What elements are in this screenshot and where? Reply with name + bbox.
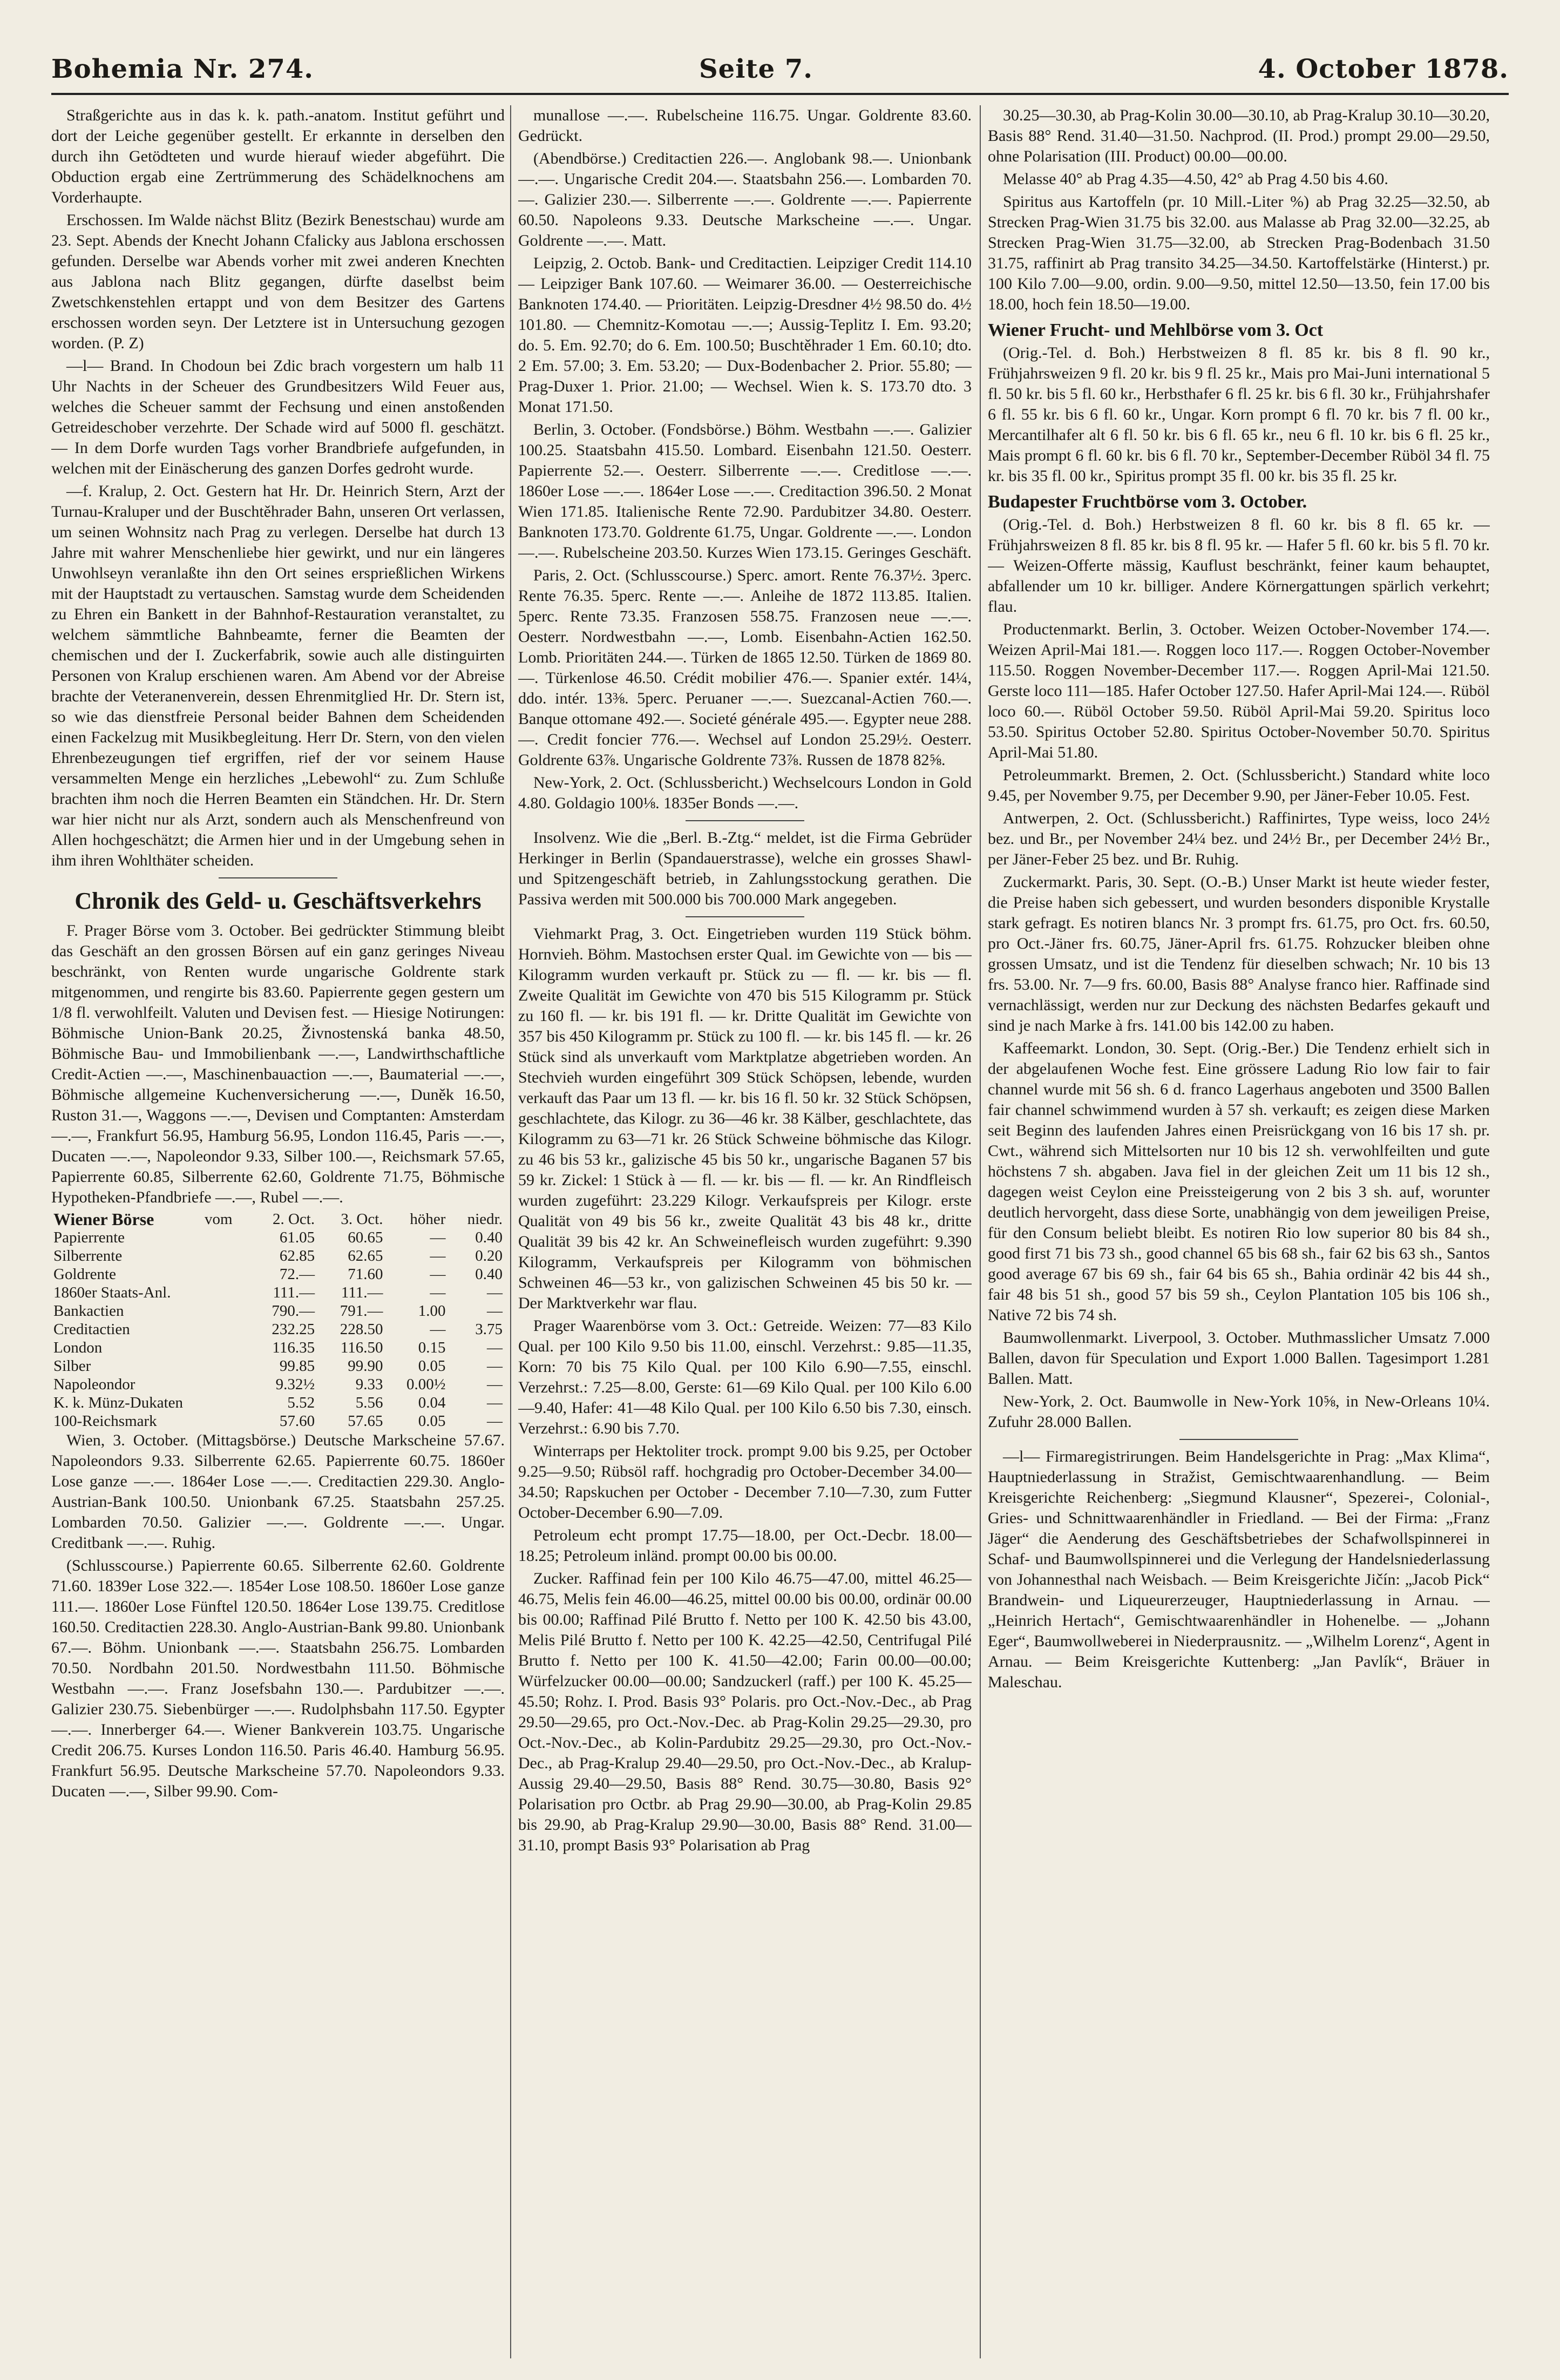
quote-cell: 0.40 xyxy=(475,1266,503,1283)
quote-cell: 0.40 xyxy=(475,1229,503,1246)
table-row xyxy=(51,1302,505,1320)
quote-cell: 57.60 xyxy=(279,1412,315,1430)
article-paragraph: (Orig.-Tel. d. Boh.) Herbstweizen 8 fl. 60 kr. bis 8 fl. 65 kr. — Frühjahrsweizen 8 fl. 85 kr. bis 8 fl. 95 kr. — Hafer 5 fl. 60 kr. bis 5 fl. 70 kr. — Weizen-Offerte mässig, Kauflust beschränkt, feiner kaum behauptet, abfallender um 10 kr. billiger. Andere Körnergattungen spärlich verkehrt; flau. xyxy=(988,516,1490,616)
quote-cell: 5.56 xyxy=(355,1394,383,1411)
quote-cell: — xyxy=(430,1247,446,1265)
security-name: Bankactien xyxy=(53,1302,124,1320)
quote-cell: 62.65 xyxy=(348,1247,383,1265)
security-name: Goldrente xyxy=(53,1266,116,1283)
quote-cell: — xyxy=(430,1266,446,1283)
article-paragraph: —f. Kralup, 2. Oct. Gestern hat Hr. Dr. Heinrich Stern, Arzt der Turnau-Kraluper und der Buschtěhrader Bahn, unseren Ort verlassen, um seinen Wohnsitz nach Prag zu verlegen. Derselbe hat durch 13 Jahre mit wahrer Menschenliebe hier gewirkt, und nur ein längeres Unwohlseyn veranlaßte ihn den Ort seines ersprießlichen Wirkens mit der Hauptstadt zu vertauschen. Samstag wurde dem Scheidenden zu Ehren ein Bankett in der Bahnhof-Restauration veranstaltet, zu welchem sämmtliche Bahnbeamte, ferner die Beamten der chemischen und der I. Zuckerfabrik, sowie auch alle distinguirten Personen von Kralup erschienen waren. Am Abend vor der Abreise brachte der Veteranenverein, dessen Ehrenmitglied Hr. Dr. Stern ist, so wie das dienstfreie Personal beider Bahnen dem Scheidenden einen Fackelzug mit Musikbegleitung. Herr Dr. Stern, von den vielen Ehrenbezeugungen tief ergriffen, rief der vor seinem Hause versammelten Menge ein herzliches „Lebewohl“ zu. Zum Schluße brachten ihm noch die Herren Beamten ein Ständchen. Hr. Dr. Stern war hier nicht nur als Arzt, sondern auch als Menschenfreund von Allen hochgeschätzt; die Armen hier und in der Umgebung sehen in ihm ihren Wohlthäter scheiden. xyxy=(51,482,505,869)
quote-cell: — xyxy=(487,1394,503,1411)
quote-cell: — xyxy=(487,1339,503,1356)
quote-cell: 3.75 xyxy=(475,1321,503,1338)
article-paragraph: Prager Waarenbörse vom 3. Oct.: Getreide. Weizen: 77—83 Kilo Qual. per 100 Kilo 9.50 bis 11.00, einschl. Verzehrst.: 9.85—11.35, Korn: 70 bis 75 Kilo Qual. per 100 Kilo 6.90—7.55, einschl. Verzehrst.: 7.25—8.00, Gerste: 61—69 Kilo Qual. per 100 Kilo 6.00—9.40, Hafer: 41—48 Kilo Qual. per 100 Kilo 6.50 bis 7.30, einsch. Verzehrst.: 6.90 bis 7.70. xyxy=(518,1317,972,1437)
table-row xyxy=(51,1357,505,1375)
column-2 xyxy=(518,105,972,2358)
article-paragraph: New-York, 2. Oct. Baumwolle in New-York 10⅝, in New-Orleans 10¼. Zufuhr 28.000 Ballen. xyxy=(988,1392,1490,1431)
section-separator xyxy=(686,820,804,821)
quote-cell: 72.— xyxy=(279,1266,315,1283)
article-paragraph: Zuckermarkt. Paris, 30. Sept. (O.-B.) Unser Markt ist heute wieder fester, die Preise haben sich gebessert, und wurden besonders disponible Krystalle stark gefragt. Es notiren blancs Nr. 3 prompt frs. 61.75, pro Oct. frs. 60.50, pro Oct.-Jäner frs. 60.75, Jäner-April frs. 61.75. Rohzucker bleiben ohne grossen Umsatz, und ist die Tendenz für dieselben schwach; Nr. 10 bis 13 frs. 53.00. Nr. 7—9 frs. 60.00, Basis 88° Analyse franco hier. Raffinade sind vernachlässigt, werden nur zur Deckung des nächsten Bedarfes gekauft und sind je nach Marke à frs. 141.00 bis 142.00 zu haben. xyxy=(988,873,1490,1035)
quote-cell: 99.90 xyxy=(348,1357,383,1375)
quote-cell: 791.— xyxy=(340,1302,383,1320)
security-name: 100-Reichsmark xyxy=(53,1412,157,1430)
page-header xyxy=(51,54,1509,92)
quote-cell: — xyxy=(487,1376,503,1393)
article-paragraph: Leipzig, 2. Octob. Bank- und Creditactien. Leipziger Credit 114.10 — Leipziger Bank 107.60. — Weimarer 36.00. — Oesterreichische Banknoten 174.40. — Prioritäten. Leipzig-Dresdner 4½ 98.50 do. 4½ 101.80. — Chemnitz-Komotau —.—; Aussig-Teplitz I. Em. 93.20; do. 5. Em. 92.70; do 6. Em. 100.50; Buschtěhrader 1 Em. 60.10; dto. 2 Em. 57.00; 3. Em. 53.20; — Dux-Bodenbacher 2. Prior. 55.80; — Prag-Duxer 1. Prior. 21.00; — Wechsel. Wien k. S. 173.70 dto. 3 Monat 171.50. xyxy=(518,254,972,416)
table-title: Wiener Börse xyxy=(53,1209,154,1229)
table-row xyxy=(51,1247,505,1265)
column-header: 2. Oct. xyxy=(272,1211,315,1228)
article-paragraph: Straßgerichte aus in das k. k. path.-anatom. Institut geführt und dort der Leiche gegenüber gestellt. Er erkannte in derselben den durch ihn Getödteten und wurde hierauf wieder abgeführt. Die Obduction ergab eine Zertrümmerung des Schädelknochens am Vorderhaupte. xyxy=(51,106,505,206)
article-paragraph: (Schlusscourse.) Papierrente 60.65. Silberrente 62.60. Goldrente 71.60. 1839er Lose 322.—. 1854er Lose 108.50. 1860er Lose ganze 111.—. 1860er Lose Fünftel 120.50. 1864er Lose 139.75. Creditlose 160.50. Creditactien 228.30. Anglo-Austrian-Bank 99.80. Unionbank 67.—. Böhm. Unionbank —.—. Staatsbahn 256.75. Lombarden 70.50. Nordbahn 201.50. Nordwestbahn 111.50. Böhmische Westbahn —.—. Franz Josefsbahn 130.—. Pardubitzer —.—. Galizier 230.75. Siebenbürger —.—. Rudolphsbahn 117.50. Egypter —.—. Innerberger 64.—. Wiener Bankverein 103.75. Ungarische Credit 206.75. Kurses London 116.50. Paris 46.40. Hamburg 56.95. Frankfurt 56.95. Deutsche Markscheine 57.70. Napoleondors 9.33. Ducaten —.—, Silber 99.90. Com- xyxy=(51,1557,505,1800)
article-paragraph: Berlin, 3. October. (Fondsbörse.) Böhm. Westbahn —.—. Galizier 100.25. Staatsbahn 415.50. Lombard. Eisenbahn 121.50. Oesterr. Papierrente 52.—. Oesterr. Silberrente —.—. Creditlose —.—. 1860er Lose —.—. 1864er Lose —.—. Creditaction 396.50. 2 Monat Wien 171.85. Italienische Rente 72.90. Pardubitzer 34.80. Oesterr. Banknoten 173.70. Goldrente 61.75, Ungar. Goldrente —.—. London —.—. Rubelscheine 203.50. Kurzes Wien 173.15. Geringes Geschäft. xyxy=(518,421,972,562)
quote-cell: 57.65 xyxy=(348,1412,383,1430)
quote-cell: 232.25 xyxy=(272,1321,315,1338)
quote-cell: 99.85 xyxy=(279,1357,315,1375)
article-paragraph: Petroleummarkt. Bremen, 2. Oct. (Schlussbericht.) Standard white loco 9.45, per November 9.75, per December 9.90, per Jäner-Feber 10.05. Fest. xyxy=(988,766,1490,804)
quote-cell: 228.50 xyxy=(340,1321,383,1338)
column-header: höher xyxy=(410,1211,446,1228)
quote-cell: 9.32½ xyxy=(275,1376,315,1393)
table-body xyxy=(51,1228,505,1430)
quote-cell: 1.00 xyxy=(418,1302,446,1320)
article-paragraph: F. Prager Börse vom 3. October. Bei gedrückter Stimmung bleibt das Geschäft an den grossen Börsen auf ein ganz geringes Niveau beschränkt, von Renten wurde ungarische Goldrente stark mitgenommen, und rengirte bis 83.60. Papierrente gegen gestern um 1/8 fl. verwohlfeilt. Valuten und Devisen fest. — Hiesige Notirungen: Böhmische Union-Bank 20.25, Živnostenská banka 48.50, Böhmische Bau- und Immobilienbank —.—, Landwirthschaftliche Credit-Actien —.—, Maschinenbauaction —.—, Baumaterial —.—, Böhmische allgemeine Kuchenversicherung —.—, Duněk 16.50, Ruston 31.—, Waggons —.—, Devisen und Comptanten: Amsterdam —.—, Frankfurt 56.95, Hamburg 56.95, London 116.45, Paris —.—, Ducaten —.—, Napoleondor 9.33, Silber 100.—, Reichsmark 57.65, Papierrente 60.85, Silberrente 62.60, Goldrente 71.75, Böhmische Hypotheken-Pfandbriefe —.—, Rubel —.—. xyxy=(51,922,505,1206)
quote-cell: 116.35 xyxy=(272,1339,315,1356)
security-name: Napoleondor xyxy=(53,1376,135,1393)
quote-cell: — xyxy=(487,1284,503,1301)
article-paragraph: Productenmarkt. Berlin, 3. October. Weizen October-November 174.—. Weizen April-Mai 181.—. Roggen loco 117.—. Roggen October-November 115.50. Roggen November-December 117.—. Roggen April-Mai 121.50. Gerste loco 111—185. Hafer October 127.50. Hafer April-Mai 124.—. Rüböl loco 60.—. Rüböl October 59.50. Rüböl April-Mai 59.20. Spiritus loco 53.50. Spiritus October 52.80. Spiritus October-November 50.70. Spiritus April-Mai 51.80. xyxy=(988,620,1490,761)
table-header-row xyxy=(51,1210,505,1228)
article-paragraph: Petroleum echt prompt 17.75—18.00, per Oct.-Decbr. 18.00—18.25; Petroleum inländ. prompt 00.00 bis 00.00. xyxy=(518,1526,972,1565)
masthead-issue: Bohemia Nr. 274. xyxy=(51,54,314,84)
market-heading: Wiener Frucht- und Mehlbörse vom 3. Oct xyxy=(988,320,1324,340)
article-paragraph: (Orig.-Tel. d. Boh.) Herbstweizen 8 fl. 85 kr. bis 8 fl. 90 kr., Frühjahrsweizen 9 fl. 20 kr. bis 9 fl. 25 kr., Mais pro Mai-Juni international 5 fl. 50 kr. bis 5 fl. 60 kr., Herbsthafer 6 fl. 25 kr. bis 6 fl. 30 kr., Frühjahrshafer 6 fl. 55 kr. bis 6 fl. 60 kr., Ungar. Korn prompt 6 fl. 70 kr. bis 7 fl. 00 kr., Mercantilhafer alt 6 fl. 50 kr. bis 6 fl. 65 kr., neu 6 fl. 10 kr. bis 6 fl. 25 kr., Mais prompt 6 fl. 60 kr. bis 6 fl. 70 kr., September-December Rüböl 34 fl. 75 kr. bis 35 fl. 00 kr., Spiritus prompt 35 fl. 00 kr. bis 35 fl. 25 kr. xyxy=(988,344,1490,485)
quote-cell: 0.04 xyxy=(418,1394,446,1411)
quote-cell: 0.05 xyxy=(418,1357,446,1375)
quote-cell: 790.— xyxy=(272,1302,315,1320)
article-paragraph: munallose —.—. Rubelscheine 116.75. Ungar. Goldrente 83.60. Gedrückt. xyxy=(518,106,972,145)
table-row xyxy=(51,1228,505,1247)
quote-cell: 116.50 xyxy=(340,1339,383,1356)
column-divider xyxy=(510,105,511,2358)
article-paragraph: Paris, 2. Oct. (Schlusscourse.) Sperc. amort. Rente 76.37½. 3perc. Rente 76.35. 5perc. Rente —.—. Anleihe de 1872 113.85. Italien. 5perc. Rente 73.35. Franzosen 558.75. Franzosen neue —.—. Oesterr. Nordwestbahn —.—, Lomb. Eisenbahn-Actien 162.50. Lomb. Prioritäten 244.—. Türken de 1865 12.50. Türken de 1869 80.—. Türkenlose 46.50. Crédit mobilier 476.—. Spanier extér. 14¼, ddo. intér. 13⅜. 5perc. Peruaner —.—. Suezcanal-Actien 760.—. Banque ottomane 492.—. Societé générale 495.—. Egypter neue 288.—. Credit foncier 776.—. Wechsel auf London 25.29½. Oesterr. Goldrente 63⅞. Ungarische Goldrente 73⅞. Russen de 1878 82⅝. xyxy=(518,566,972,769)
security-name: Silberrente xyxy=(53,1247,123,1265)
table-row xyxy=(51,1283,505,1302)
market-heading: Budapester Fruchtbörse vom 3. October. xyxy=(988,492,1307,512)
column-header: niedr. xyxy=(467,1211,503,1228)
quote-cell: 61.05 xyxy=(279,1229,315,1246)
article-paragraph: —l— Brand. In Chodoun bei Zdic brach vorgestern um halb 11 Uhr Nachts in der Scheuer des Grundbesitzers Wild Feuer aus, welches die Scheuer sammt der Fechsung und einen anstoßenden Getreideschober verzehrte. Der Schade wird auf 5000 fl. geschätzt. — In dem Dorfe wurden Tags vorher Brandbriefe aufgefunden, in welchen mit der Einäscherung des ganzen Dorfes gedroht wurde. xyxy=(51,357,505,477)
article-paragraph: Baumwollenmarkt. Liverpool, 3. October. Muthmasslicher Umsatz 7.000 Ballen, davon für Speculation und Export 1.000 Ballen. Tagesimport 1.281 Ballen. Matt. xyxy=(988,1329,1490,1388)
article-paragraph: Insolvenz. Wie die „Berl. B.-Ztg.“ meldet, ist die Firma Gebrüder Herkinger in Berlin (Spandauerstrasse), welche ein grosses Shawl- und Spitzengeschäft betrieb, in Zahlungsstockung gerathen. Die Passiva werden mit 500.000 bis 700.000 Mark angegeben. xyxy=(518,829,972,908)
article-paragraph: Viehmarkt Prag, 3. Oct. Eingetrieben wurden 119 Stück böhm. Hornvieh. Böhm. Mastochsen erster Qual. im Gewichte von — bis — Kilogramm wurden verkauft pr. Stück zu — fl. — kr. bis — fl. Zweite Qualität im Gewichte von 470 bis 515 Kilogramm pr. Stück zu 160 fl. — kr. bis 191 fl. — kr. Dritte Qualität im Gewichte von 357 bis 450 Kilogramm pr. Stück zu 100 fl. — kr. bis 145 fl. — kr. 26 Stück sind als unverkauft vom Marktplatze abgetrieben worden. An Stechvieh wurden eingeführt 309 Stück Schöpsen, lebende, wurden verkauft das Paar um 13 fl. — kr. bis 16 fl. 50 kr. 32 Stück Schöpsen, geschlachtete, das Kilogr. zu 36—46 kr. 38 Kälber, geschlachtete, das Kilogramm zu 63—71 kr. 26 Stück Schweine böhmische das Kilogr. zu 46 bis 53 kr., galizische 45 bis 50 kr., ungarische Baganen 57 bis 59 kr. Zickel: 1 Stück à — fl. — kr. bis — fl. — kr. An Rindfleisch wurden zugeführt: 23.229 Kilogr. Verkaufspreis per Kilogr. erste Qualität von 49 bis 56 kr., zweite Qualität 43 bis 48 kr., dritte Qualität 39 bis 42 kr. An Schweinefleisch wurden zugeführt: 9.390 Kilogramm, Verkaufspreis per Kilogramm von böhmischen Schweinen 46—53 kr., von galizischen Schweinen 45 bis 50 kr. — Der Marktverkehr war flau. xyxy=(518,925,972,1312)
quote-cell: — xyxy=(487,1412,503,1430)
quote-cell: 9.33 xyxy=(355,1376,383,1393)
table-row xyxy=(51,1338,505,1357)
article-paragraph: Melasse 40° ab Prag 4.35—4.50, 42° ab Prag 4.50 bis 4.60. xyxy=(1003,170,1388,188)
section-separator xyxy=(686,916,804,917)
column-header: vom xyxy=(204,1211,233,1228)
column-3 xyxy=(988,105,1490,2358)
article-paragraph: Zucker. Raffinad fein per 100 Kilo 46.75—47.00, mittel 46.25—46.75, Melis fein 46.00—46.25, mittel 00.00 bis 00.00, ordinär 00.00 bis 00.00; Raffinad Pilé Brutto f. Netto per 100 K. 42.50 bis 43.00, Melis Pilé Brutto f. Netto per 100 K. 42.25—42.50, Centrifugal Pilé Brutto f. Netto per 100 K. 41.50—42.00; Farin 00.00—00.00; Würfelzucker 00.00—00.00; Sandzuckerl (raff.) per 100 K. 45.25—45.50; Rohz. I. Prod. Basis 93° Polaris. pro Oct.-Nov.-Dec., ab Prag 29.50—29.65, pro Oct.-Nov.-Dec. ab Prag-Kolin 29.25—29.30, pro Oct.-Nov.-Dec., ab Kolin-Pardubitz 29.25—29.30, pro Oct.-Nov.-Dec., ab Prag-Kralup 29.40—29.50, pro Oct.-Nov.-Dec., ab Kralup-Aussig 29.40—29.50, Basis 88° Rend. 30.75—30.80, Basis 92° Polarisation pro Octbr. ab Prag 29.90—30.00, ab Prag-Kolin 29.85 bis 29.90, ab Prag-Kralup 29.90—30.00, Basis 88° Rend. 31.00—31.10, prompt Basis 93° Polarisation ab Prag xyxy=(518,1570,972,1854)
table-row xyxy=(51,1265,505,1283)
quote-cell: — xyxy=(430,1284,446,1301)
security-name: Papierrente xyxy=(53,1229,125,1246)
quote-cell: — xyxy=(487,1357,503,1375)
article-paragraph: —l— Firmaregistrirungen. Beim Handelsgerichte in Prag: „Max Klima“, Hauptniederlassung in Stražist, Gemischtwaarenhandlung. — Beim Kreisgerichte Reichenberg: „Siegmund Klausner“, Spezerei-, Colonial-, Gries- und Schnittwaarenhändler in Friedland. — Bei der Firma: „Franz Jäger“ die Aenderung des Geschäftsbetriebes der Schafwollspinnerei in Schaf- und Baumwollspinnerei und die Verlegung der Handelsniederlassung von Johannesthal nach Weisbach. — Beim Kreisgerichte Jičín: „Jacob Pick“ Brandwein- und Liqueurerzeuger, Hauptniederlassung in Arnau. — „Heinrich Hertach“, Gemischtwaarenhändler in Hohenelbe. — „Johann Eger“, Baumwollweberei in Niederprausnitz. — „Wilhelm Lorenz“, Agent in Arnau. — Beim Kreisgerichte Kuttenberg: „Jan Pavlík“, Bräuer in Maleschau. xyxy=(988,1448,1490,1691)
quote-cell: 111.— xyxy=(341,1284,383,1301)
security-name: Creditactien xyxy=(53,1321,130,1338)
table-row xyxy=(51,1320,505,1338)
article-paragraph: Wien, 3. October. (Mittagsbörse.) Deutsche Markscheine 57.67. Napoleondors 9.33. Silberrente 62.65. Papierrente 60.75. 1860er Lose ganze —.—. 1864er Lose —.—. Creditactien 229.30. Anglo-Austrian-Bank 100.50. Unionbank 67.25. Staatsbahn 257.25. Lombarden 70.50. Galizier —.—. Goldrente —.—. Ungar. Creditbank —.—. Ruhig. xyxy=(51,1431,505,1552)
table-row xyxy=(51,1412,505,1430)
quote-cell: 62.85 xyxy=(279,1247,315,1265)
column-1 xyxy=(51,105,505,2358)
article-paragraph: 30.25—30.30, ab Prag-Kolin 30.00—30.10, ab Prag-Kralup 30.10—30.20, Basis 88° Rend. 31.40—31.50. Nachprod. (II. Prod.) prompt 29.00—29.50, ohne Polarisation (III. Product) 00.00—00.00. xyxy=(988,106,1490,165)
issue-date: 4. October 1878. xyxy=(1258,54,1509,84)
page-number: Seite 7. xyxy=(699,54,813,84)
security-name: 1860er Staats-Anl. xyxy=(53,1284,171,1301)
quote-cell: — xyxy=(430,1321,446,1338)
article-paragraph: New-York, 2. Oct. (Schlussbericht.) Wechselcours London in Gold 4.80. Goldagio 100⅛. 1835er Bonds —.—. xyxy=(518,774,972,812)
security-name: K. k. Münz-Dukaten xyxy=(53,1394,184,1411)
quote-cell: 0.15 xyxy=(418,1339,446,1356)
quote-cell: 71.60 xyxy=(348,1266,383,1283)
security-name: Silber xyxy=(53,1357,91,1375)
article-paragraph: Kaffeemarkt. London, 30. Sept. (Orig.-Ber.) Die Tendenz erhielt sich in der abgelaufenen Woche fest. Eine grössere Ladung Rio low fair to fair channel wurde mit 56 sh. 6 d. franco Lagerhaus angeboten und 3500 Ballen fair channel schwimmend wurden à 57 sh. verkauft; es zeigen diese Marken seit Beginn des laufenden Jahres einen Preisrückgang von 16 bis 17 sh. pr. Cwt., während sich Mittelsorten nur 10 bis 12 sh. verwohlfeilten und gute höchstens 7 sh. abgaben. Java fiel in der gleichen Zeit um 11 bis 12 sh., dagegen weist Ceylon eine Preissteigerung von 2 bis 3 sh. auf, worunter deutlich hervorgeht, dass diese Sorte, unabhängig von dem jeweiligen Preise, für den Consum beliebt bleibt. Es notiren Rio low superior 80 bis 84 sh., good first 71 bis 73 sh., good channel 65 bis 68 sh., fair 62 bis 63 sh., Santos good average 67 bis 69 sh., fair 64 bis 65 sh., Bahia ordinär 42 bis 44 sh., fair 48 bis 51 sh., good 57 bis 59 sh., Ceylon Plantation 105 bis 106 sh., Native 72 bis 74 sh. xyxy=(988,1039,1490,1324)
table-row xyxy=(51,1375,505,1394)
article-paragraph: Antwerpen, 2. Oct. (Schlussbericht.) Raffinirtes, Type weiss, loco 24½ bez. und Br., per November 24¼ bez. und 24½ Br., per December 24½ Br., per Jäner-Feber 25 bez. und Br. Ruhig. xyxy=(988,809,1490,868)
quote-cell: 111.— xyxy=(273,1284,315,1301)
table-row xyxy=(51,1394,505,1412)
section-title: Chronik des Geld- u. Geschäftsverkehrs xyxy=(74,888,481,914)
quote-cell: 60.65 xyxy=(348,1229,383,1246)
quote-cell: 0.00½ xyxy=(406,1376,446,1393)
header-rule xyxy=(51,93,1509,95)
article-paragraph: Winterraps per Hektoliter trock. prompt 9.00 bis 9.25, per October 9.25—9.50; Rübsöl raff. hochgradig pro October-December 34.00—34.50; Rapskuchen per October - December 7.10—7.30, zum Futter October-December 6.90—7.09. xyxy=(518,1442,972,1522)
article-paragraph: (Abendbörse.) Creditactien 226.—. Anglobank 98.—. Unionbank —.—. Ungarische Credit 204.—. Staatsbahn 256.—. Lombarden 70.—. Galizier 230.—. Silberrente —.—. Goldrente —.—. Papierrente 60.50. Napoleons 9.33. Deutsche Markscheine —.—. Ungar. Goldrente —.—. Matt. xyxy=(518,150,972,249)
quote-cell: 0.05 xyxy=(418,1412,446,1430)
wiener-boerse-table xyxy=(51,1210,505,1430)
quote-cell: — xyxy=(487,1302,503,1320)
article-paragraph: Erschossen. Im Walde nächst Blitz (Bezirk Benestschau) wurde am 23. Sept. Abends der Knecht Johann Cfalicky aus Jablona erschossen gefunden. Derselbe war Abends vorher mit zwei anderen Knechten aus Jablona nach Blitz gegangen, dürfte daselbst beim Zwetschkenstehlen ertappt und von dem Besitzer des Gartens erschossen worden seyn. Der Letztere ist in Untersuchung gezogen worden. (P. Z) xyxy=(51,211,505,352)
column-header: 3. Oct. xyxy=(341,1211,383,1228)
security-name: London xyxy=(53,1339,103,1356)
article-paragraph: Spiritus aus Kartoffeln (pr. 10 Mill.-Liter %) ab Prag 32.25—32.50, ab Strecken Prag-Wien 31.75 bis 32.00. aus Malasse ab Prag 32.00—32.25, ab Strecken Prag-Wien 31.75—32.00, ab Strecken Prag-Bodenbach 31.50 31.75, raffinirt ab Prag transito 34.25—34.50. Kartoffelstärke (Hinterst.) pr. 100 Kilo 7.00—9.00, ordin. 9.00—9.50, mittel 12.50—13.50, fein 17.00 bis 18.00, hoch fein 18.50—19.00. xyxy=(988,193,1490,313)
section-separator xyxy=(1179,1439,1298,1440)
quote-cell: 5.52 xyxy=(287,1394,315,1411)
section-separator xyxy=(219,877,337,878)
column-divider xyxy=(980,105,981,2358)
quote-cell: 0.20 xyxy=(475,1247,503,1265)
quote-cell: — xyxy=(430,1229,446,1246)
